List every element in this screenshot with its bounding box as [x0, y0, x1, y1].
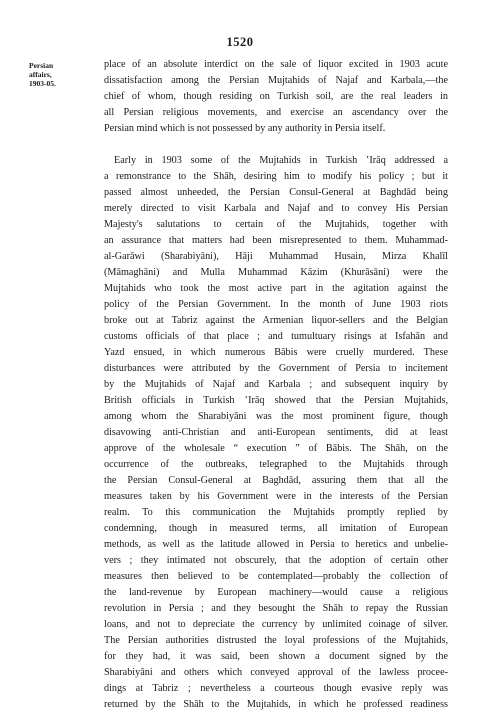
text-line: approve of the wholesale “ execution ” of Bābis. The Shāh, on the [104, 443, 448, 454]
text-line: among whom the Sharabiyāni was the most prominent figure, though [104, 411, 448, 422]
text-line: revolution in Persia ; and they besought the Shāh to repay the Russian [104, 603, 448, 614]
text-line: The Persian authorities distrusted the loyal professions of the Mujtahids, [104, 635, 448, 646]
text-line: dings at Tabriz ; nevertheless a courteous though evasive reply was [104, 683, 448, 694]
paragraph-1 [104, 57, 448, 137]
text-line: measures taken by his Government were in the interests of the Persian [104, 491, 448, 502]
margin-note-line: Persian [29, 61, 54, 70]
text-line: broke out at Tabriz against the Armenian liquor-sellers and the Belgian [104, 315, 448, 326]
text-line: Early in 1903 some of the Mujtahids in Turkish ʽIrāq addressed a [114, 155, 448, 166]
margin-note [29, 61, 87, 88]
page-number: 1520 [226, 35, 254, 49]
text-line: disturbances were attributed by the Government of Persia to incitement [104, 363, 448, 374]
text-line: al-Garāwi (Sharabiyāni), Hāji Muhammad Husain, Mirza Khalīl [104, 251, 448, 262]
text-line: occurrence of the outbreaks, telegraphed to the Mujtahids through [104, 459, 448, 470]
text-line: customs officials of that place ; and tumultuary risings at Isfahān and [104, 331, 448, 342]
text-line: an assurance that matters had been misrepresented to them. Muhammad- [104, 235, 448, 246]
text-line: returned by the Shāh to the Mujtahids, in which he professed readiness [104, 699, 448, 710]
text-line: loans, and not to depreciate the currency by unlimited coinage of silver. [104, 619, 448, 630]
text-line: passed almost unheeded, the Persian Consul-General at Baghdād being [104, 187, 448, 198]
text-line: the Persian Consul-General at Baghdād, assuring them that all the [104, 475, 448, 486]
text-line: dissatisfaction among the Persian Mujtahids of Najaf and Karbala,—the [104, 75, 448, 86]
text-line: Sharabiyāni and others which conveyed approval of the lawless procee- [104, 667, 448, 678]
text-line: place of an absolute interdict on the sale of liquor excited in 1903 acute [104, 59, 448, 70]
text-line: realm. To this communication the Mujtahids promptly replied by [104, 507, 448, 518]
text-line: Mujtahids who took the most active part in the agitation against the [104, 283, 448, 294]
text-line: all Persian religious movements, and exercise an ascendancy over the [104, 107, 448, 118]
text-line: British officials in Turkish ʽIrāq showed that the Persian Mujtahids, [104, 395, 448, 406]
text-line: Yazd ensued, in which numerous Bābis were cruelly murdered. These [104, 347, 448, 358]
text-line: (Māmaghāni) and Mulla Muhammad Kāzim (Khurāsāni) were the [104, 267, 448, 278]
paragraph-2 [104, 153, 448, 713]
text-line: methods, as well as the latitude allowed in Persia to heretics and unbelie- [104, 539, 448, 550]
text-line: merely directed to visit Karbala and Najaf and to convey His Persian [104, 203, 448, 214]
text-line: condemning, though in measured terms, all imitation of European [104, 523, 448, 534]
margin-note-line: affairs, [29, 70, 52, 79]
text-line: Majesty's salutations to certain of the Mujtahids, together with [104, 219, 448, 230]
text-line: Persian mind which is not possessed by any authority in Persia itself. [104, 123, 386, 134]
text-line: a remonstrance to the Shāh, desiring him to modify his policy ; but it [104, 171, 448, 182]
text-line: disavowing anti-Christian and anti-European sentiments, did at least [104, 427, 448, 438]
text-line: by the Mujtahids of Najaf and Karbala ; and subsequent inquiry by [104, 379, 448, 390]
text-line: the land-revenue by European machinery—would cause a religious [104, 587, 448, 598]
text-line: chief of whom, though residing on Turkish soil, are the real leaders in [104, 91, 448, 102]
text-line: measures then believed to be contemplated—probably the collection of [104, 571, 448, 582]
text-line: for they had, it was said, been shown a document signed by the [104, 651, 448, 662]
text-line: policy of the Persian Government. In the month of June 1903 riots [104, 299, 448, 310]
margin-note-line: 1903-05. [29, 79, 56, 88]
text-line: vers ; they intimated not obscurely, that the adoption of certain other [104, 555, 448, 566]
